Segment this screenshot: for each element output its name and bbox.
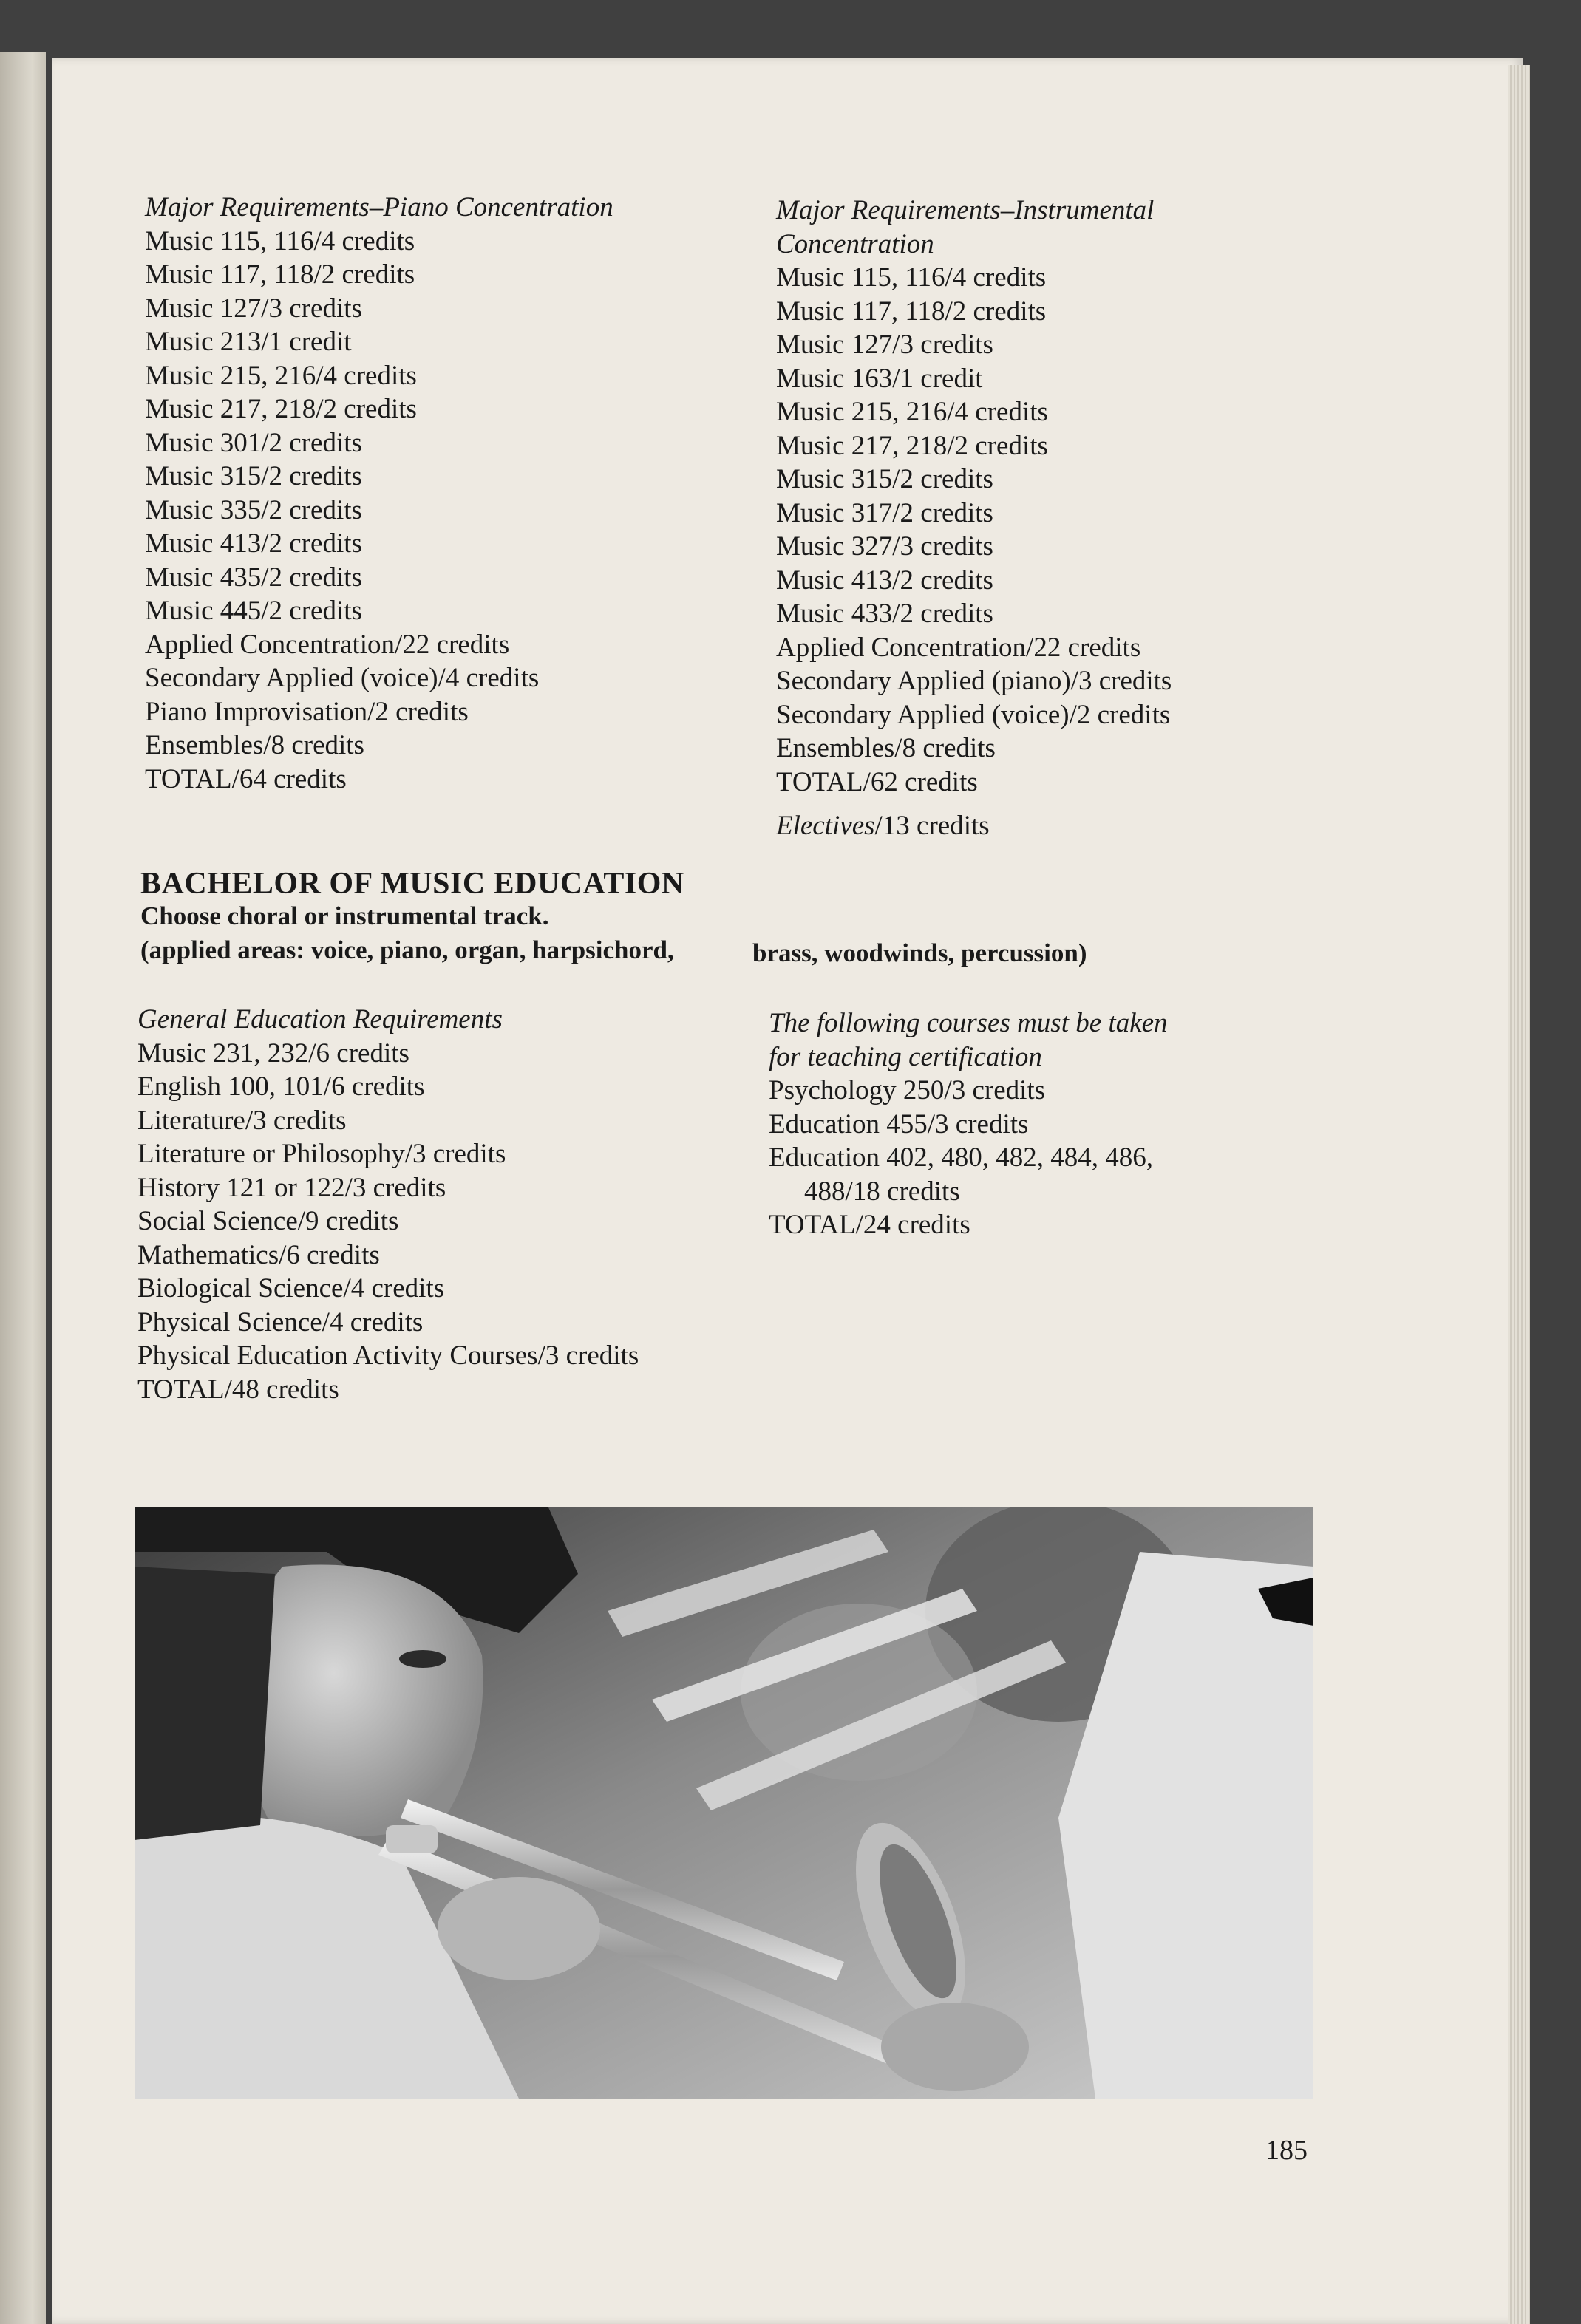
list-item: Music 413/2 credits [776, 565, 993, 596]
list-item: Physical Science/4 credits [137, 1306, 424, 1338]
piano-concentration-title: Major Requirements–Piano Concentration [145, 192, 613, 222]
instrumental-concentration-title-cont: Concentration [776, 228, 934, 259]
list-item: Music 117, 118/2 credits [776, 296, 1047, 327]
list-item: Music 231, 232/6 credits [137, 1037, 409, 1069]
list-item: Music 301/2 credits [145, 427, 362, 458]
list-item: Music 335/2 credits [145, 494, 362, 525]
list-item: Music 213/1 credit [145, 327, 352, 357]
list-item: Music 315/2 credits [145, 461, 362, 491]
list-item: Music 435/2 credits [145, 562, 362, 593]
electives-credits: /13 credits [874, 811, 990, 841]
list-item: Literature/3 credits [137, 1105, 347, 1136]
list-item-continuation: 488/18 credits [804, 1176, 960, 1207]
list-item: Music 215, 216/4 credits [145, 360, 417, 391]
page-number: 185 [1265, 2135, 1308, 2166]
instrumental-concentration-title: Major Requirements–Instrumental [776, 195, 1155, 225]
list-item: TOTAL/48 credits [137, 1374, 339, 1405]
facing-page-edge [0, 52, 46, 2324]
track-instruction: Choose choral or instrumental track. [140, 902, 549, 930]
list-item: Education 455/3 credits [769, 1108, 1029, 1139]
applied-areas-line: (applied areas: voice, piano, organ, harpsichord, [140, 936, 674, 964]
list-item: Music 327/3 credits [776, 531, 993, 562]
list-item: Music 315/2 credits [776, 464, 993, 494]
trombone-player-photo [135, 1507, 1313, 2099]
list-item: Piano Improvisation/2 credits [145, 696, 469, 727]
list-item: Music 317/2 credits [776, 497, 993, 528]
list-item: History 121 or 122/3 credits [137, 1172, 446, 1203]
list-item: Music 127/3 credits [776, 330, 993, 360]
list-item: Music 115, 116/4 credits [145, 225, 415, 256]
list-item: Music 163/1 credit [776, 363, 983, 394]
list-item: Physical Education Activity Courses/3 credits [137, 1340, 639, 1371]
list-item: Education 402, 480, 482, 484, 486, [769, 1142, 1154, 1173]
list-item: TOTAL/62 credits [776, 766, 978, 797]
list-item: Music 117, 118/2 credits [145, 259, 415, 290]
instrumental-concentration-list [776, 194, 1172, 843]
page-stack-edge [1508, 65, 1530, 2324]
general-education-list [137, 1003, 639, 1406]
list-item: Secondary Applied (voice)/4 credits [145, 663, 540, 693]
list-item: Music 127/3 credits [145, 293, 362, 324]
list-item: Music 413/2 credits [145, 528, 362, 559]
teaching-certification-title: The following courses must be taken [769, 1008, 1168, 1038]
teaching-certification-list [769, 1006, 1168, 1242]
list-item: Music 217, 218/2 credits [776, 430, 1048, 461]
list-item: Secondary Applied (voice)/2 credits [776, 699, 1171, 730]
list-item: Ensembles/8 credits [145, 730, 364, 760]
list-item: Music 215, 216/4 credits [776, 397, 1048, 427]
list-item: Music 433/2 credits [776, 599, 993, 629]
list-item: Applied Concentration/22 credits [145, 629, 510, 660]
list-item: Social Science/9 credits [137, 1206, 399, 1236]
list-item: Secondary Applied (piano)/3 credits [776, 666, 1172, 696]
list-item: Music 445/2 credits [145, 596, 362, 626]
electives-label: Electives [776, 811, 875, 841]
piano-concentration-list [145, 191, 613, 796]
list-item: Biological Science/4 credits [137, 1273, 445, 1304]
teaching-certification-title-cont: for teaching certification [769, 1041, 1042, 1072]
list-item: Music 115, 116/4 credits [776, 262, 1047, 293]
electives-line [776, 809, 1172, 843]
list-item: Music 217, 218/2 credits [145, 394, 417, 424]
list-item: Literature or Philosophy/3 credits [137, 1139, 506, 1169]
section-heading: BACHELOR OF MUSIC EDUCATION [140, 867, 684, 901]
list-item: Psychology 250/3 credits [769, 1075, 1046, 1105]
applied-areas-line-cont: brass, woodwinds, percussion) [752, 938, 1087, 967]
general-education-title: General Education Requirements [137, 1004, 503, 1035]
list-item: Ensembles/8 credits [776, 733, 996, 763]
list-item: Applied Concentration/22 credits [776, 632, 1141, 663]
list-item-total: TOTAL/24 credits [769, 1210, 970, 1240]
list-item: TOTAL/64 credits [145, 763, 347, 794]
list-item: Mathematics/6 credits [137, 1239, 380, 1270]
list-item: English 100, 101/6 credits [137, 1071, 425, 1102]
